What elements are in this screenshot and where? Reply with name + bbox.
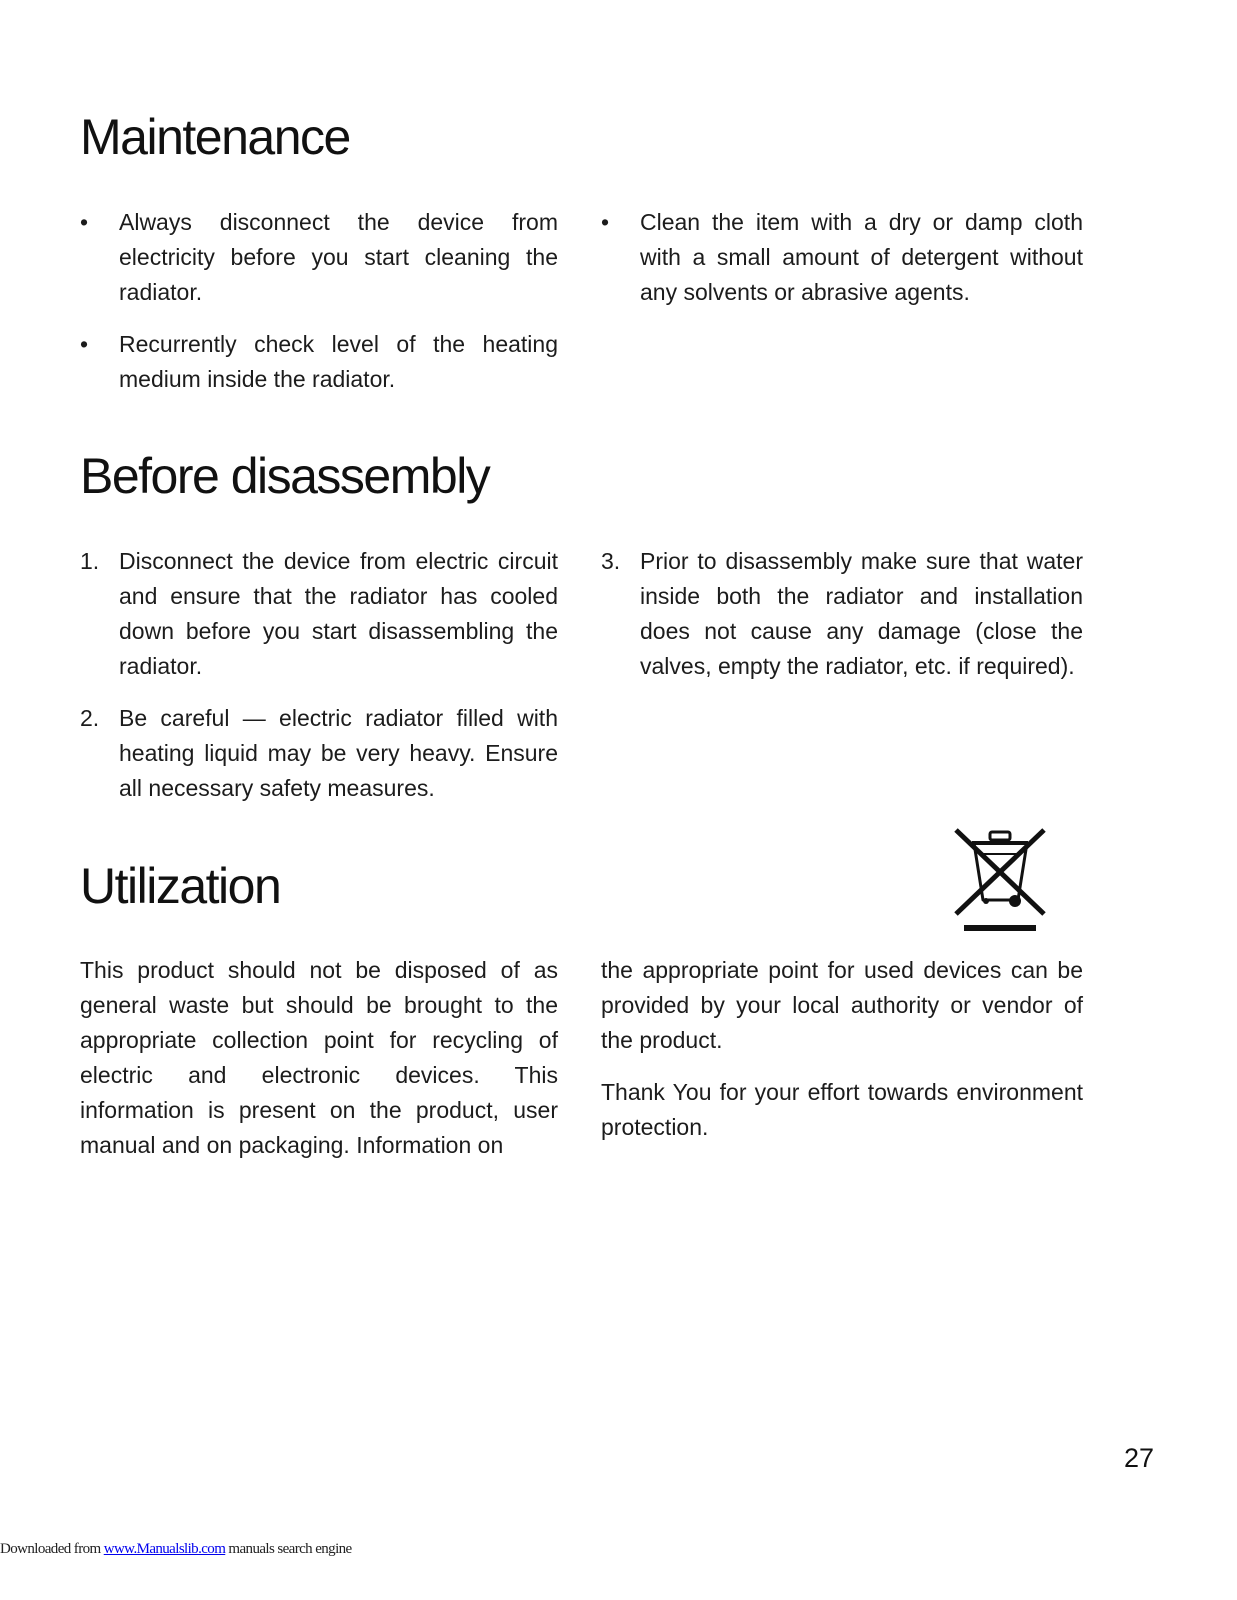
step-number: 3. (601, 548, 621, 574)
footer-suffix: manuals search engine (225, 1541, 352, 1557)
step-number: 1. (80, 548, 100, 574)
maintenance-item (80, 327, 558, 397)
disassembly-step (80, 701, 558, 806)
disassembly-step (80, 544, 558, 684)
crossed-out-wheelie-bin-icon (952, 826, 1048, 934)
footer-prefix: Downloaded from (0, 1541, 104, 1557)
maintenance-item-text: Clean the item with a dry or damp cloth with a small amount of detergent without any solvents or abrasive agents. (640, 209, 1083, 305)
maintenance-item-text: Always disconnect the device from electricity before you start cleaning the radiator. (119, 209, 558, 305)
download-footer (0, 1541, 352, 1558)
bullet: • (80, 331, 89, 357)
manualslib-link[interactable]: www.Manualslib.com (103, 1541, 226, 1557)
disassembly-heading: Before disassembly (80, 448, 490, 504)
disassembly-step (601, 544, 1083, 684)
disassembly-right-column (601, 544, 1083, 701)
utilization-left-column (80, 953, 558, 1180)
disassembly-step-text: Disconnect the device from electric circuit and ensure that the radiator has cooled down before you start disassembling the radiator. (119, 548, 558, 679)
disassembly-step-text: Prior to disassembly make sure that water inside both the radiator and installation does not cause any damage (close the valves, empty the radiator, etc. if required). (640, 548, 1083, 679)
step-number: 2. (80, 705, 100, 731)
disassembly-left-column (80, 544, 558, 823)
utilization-paragraph: Thank You for your effort towards environment protection. (601, 1079, 1083, 1140)
maintenance-item-text: Recurrently check level of the heating medium inside the radiator. (119, 331, 558, 392)
utilization-right-column (601, 953, 1083, 1162)
maintenance-left-column (80, 205, 558, 414)
disassembly-step-text: Be careful — electric radiator filled with heating liquid may be very heavy. Ensure all necessary safety measures. (119, 705, 558, 801)
bullet: • (80, 209, 89, 235)
maintenance-right-column (601, 205, 1083, 327)
bullet: • (601, 209, 610, 235)
page-number: 27 (1124, 1443, 1155, 1473)
maintenance-item (80, 205, 558, 310)
utilization-paragraph: This product should not be disposed of as general waste but should be brought to the appropriate collection point for recycling of electric and electronic devices. This information is present on the product, user manual and on packaging. Information on (80, 957, 558, 1158)
utilization-heading: Utilization (80, 858, 281, 914)
utilization-paragraph: the appropriate point for used devices can be provided by your local authority or vendor of the product. (601, 957, 1083, 1053)
maintenance-item (601, 205, 1083, 310)
maintenance-heading: Maintenance (80, 109, 350, 165)
